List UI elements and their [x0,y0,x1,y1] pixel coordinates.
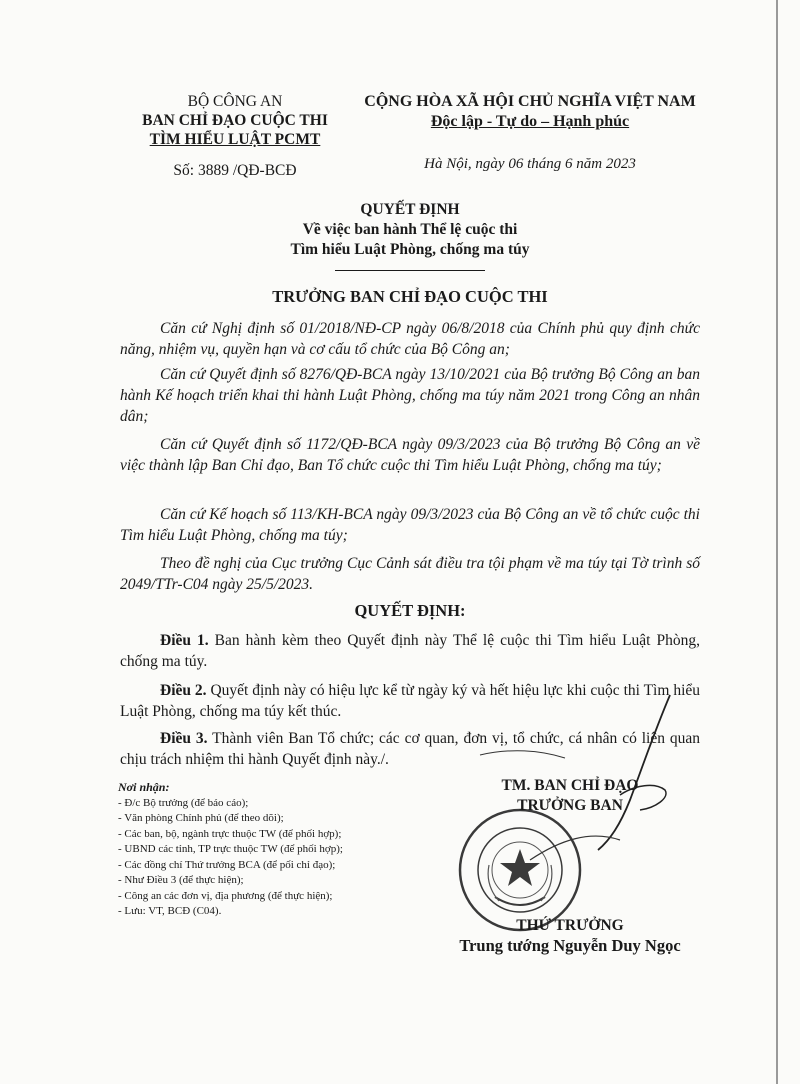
recipient-item: - Công an các đơn vị, địa phương (để thực hiện); [118,889,333,902]
article-1-label: Điều 1. [160,632,209,649]
article-2-label: Điều 2. [160,682,207,699]
signature-line-3: THỨ TRƯỞNG [516,917,624,934]
basis-4: Căn cứ Kế hoạch số 113/KH-BCA ngày 09/3/2023 của Bộ Công an về tổ chức cuộc thi Tìm hiểu Luật Phòng, chống ma túy; [120,506,700,544]
basis-1: Căn cứ Nghị định số 01/2018/NĐ-CP ngày 06/8/2018 của Chính phủ quy định chức năng, nhiệm vụ, quyền hạn và cơ cấu tổ chức của Bộ Công an; [120,320,700,358]
subject-line-2: Tìm hiểu Luật Phòng, chống ma túy [290,241,530,258]
national-motto: Độc lập - Tự do – Hạnh phúc [430,113,630,130]
signer-name: Trung tướng Nguyễn Duy Ngọc [459,936,681,955]
national-block [340,92,720,174]
place-date: Hà Nội, ngày 06 tháng 6 năm 2023 [424,156,636,172]
subject-line-1: Về việc ban hành Thể lệ cuộc thi [302,221,518,238]
decision-heading: QUYẾT ĐỊNH: [354,601,466,620]
recipients-title: Nơi nhận: [118,780,170,794]
issuer-ministry: BỘ CÔNG AN [187,93,283,110]
article-3-text: Thành viên Ban Tổ chức; các cơ quan, đơn vị, tổ chức, cá nhân có liên quan chịu trách nhiệm thi hành Quyết định này./. [120,730,700,768]
authority-heading: TRƯỞNG BAN CHỈ ĐẠO CUỘC THI [272,287,548,306]
issuer-committee: BAN CHỈ ĐẠO CUỘC THI [142,112,328,129]
document-kind: QUYẾT ĐỊNH [360,201,460,218]
article-3-label: Điều 3. [160,730,208,747]
recipient-item: - Văn phòng Chính phủ (để theo dõi); [118,812,284,824]
issuer-block [120,92,350,180]
basis-5: Theo đề nghị của Cục trưởng Cục Cảnh sát điều tra tội phạm về ma túy tại Tờ trình số 2049/TTr-C04 ngày 25/5/2023. [120,555,700,593]
document-number: Số: 3889 /QĐ-BCĐ [173,162,297,179]
recipient-item: - Các đồng chí Thứ trưởng BCA (để pối chỉ đạo); [118,858,336,871]
recipient-item: - Các ban, bộ, ngành trực thuộc TW (để phối hợp); [118,827,342,840]
recipients-block [118,780,418,920]
recipient-item: - UBND các tỉnh, TP trực thuộc TW (để phối hợp); [118,843,343,855]
basis-2: Căn cứ Quyết định số 8276/QĐ-BCA ngày 13/10/2021 của Bộ trưởng Bộ Công an ban hành Kế hoạch triển khai thi hành Luật Phòng, chống ma túy năm 2021 trong Công an nhân dân; [120,366,700,425]
scan-edge [776,0,778,1084]
recipient-item: - Đ/c Bộ trưởng (để báo cáo); [118,796,249,809]
article-1 [120,630,700,672]
title-divider [335,270,485,271]
recipient-item: - Lưu: VT, BCĐ (C04). [118,905,222,917]
recipient-item: - Như Điều 3 (để thực hiện); [118,874,244,886]
signature-block [430,776,710,956]
nation-name: CỘNG HÒA XÃ HỘI CHỦ NGHĨA VIỆT NAM [364,93,696,110]
title-block [120,200,700,307]
article-2-text: Quyết định này có hiệu lực kể từ ngày ký và hết hiệu lực khi cuộc thi Tìm hiểu Luật Phòng, chống ma túy kết thúc. [120,682,700,720]
signature-line-1: TM. BAN CHỈ ĐẠO [501,777,639,794]
basis-3: Căn cứ Quyết định số 1172/QĐ-BCA ngày 09/3/2023 của Bộ trưởng Bộ Công an về việc thành lập Ban Chỉ đạo, Ban Tổ chức cuộc thi Tìm hiểu Luật Phòng, chống ma túy; [120,436,700,474]
signature-line-2: TRƯỞNG BAN [517,797,623,814]
issuer-subtitle: TÌM HIỂU LUẬT PCMT [149,131,321,148]
article-1-text: Ban hành kèm theo Quyết định này Thể lệ cuộc thi Tìm hiểu Luật Phòng, chống ma túy. [120,632,700,670]
